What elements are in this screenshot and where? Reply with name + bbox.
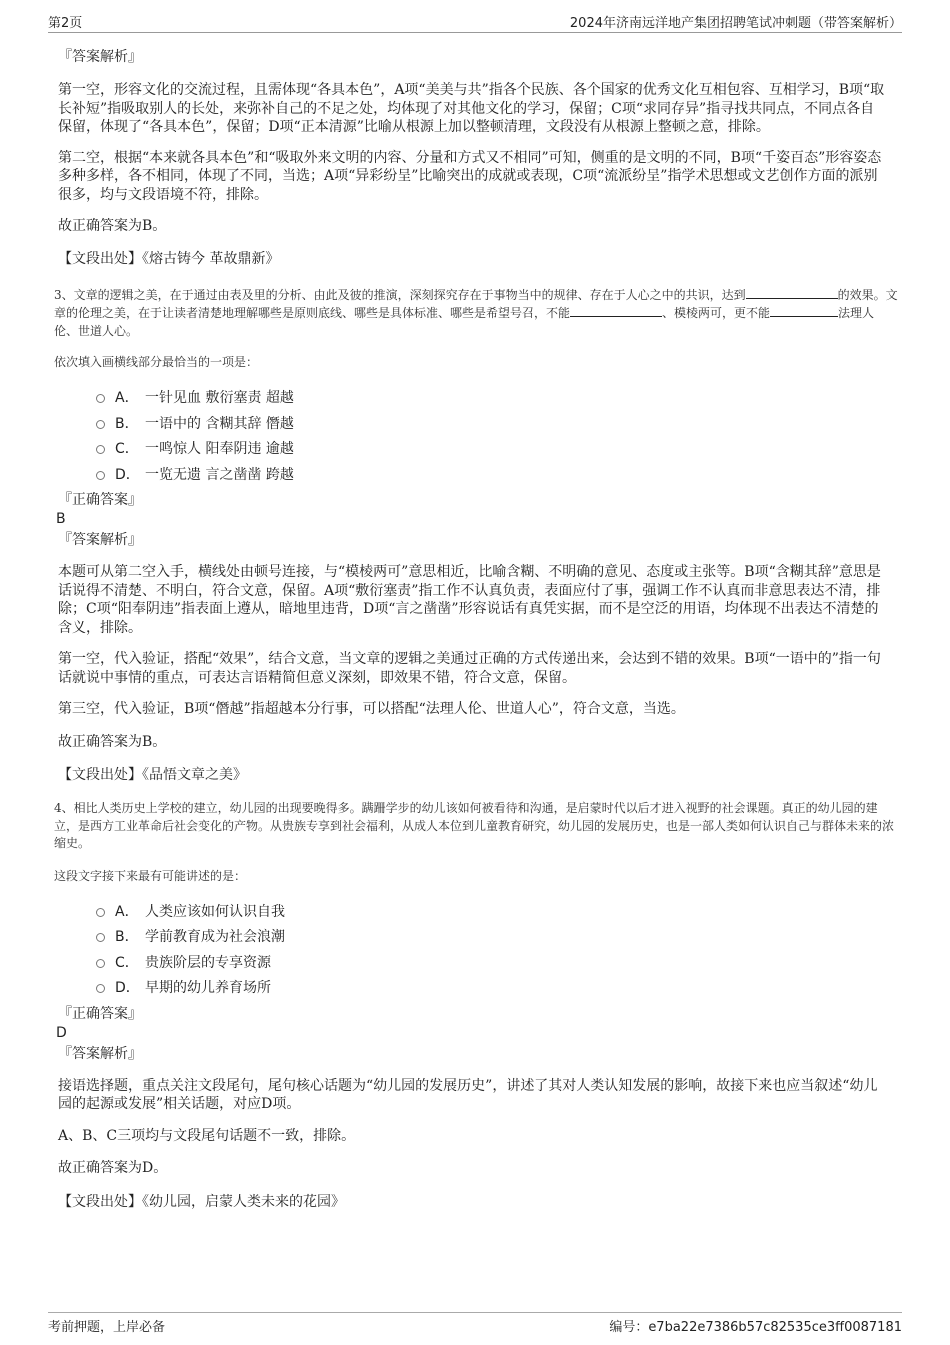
page-footer — [48, 1312, 902, 1337]
q2-analysis-p2: 第二空，根据“本来就各具本色”和“吸取外来文明的内容、分量和方式又不相同”可知，侧重的是文明的不同，B项“千姿百态”形容姿态多种多样，各不相同，体现了不同，当选；A项“异彩纷呈”比喻突出的成就或表现，C项“流派纷呈”指学术思想或文艺创作方面的派别很多，均与文段语境不符，排除。 — [58, 149, 882, 203]
q3-option-c[interactable]: C． 一鸣惊人 阳奉阴违 逾越 — [96, 437, 950, 463]
q4-stem: 4、相比人类历史上学校的建立，幼儿园的出现要晚得多。蹒跚学步的幼儿该如何被看待和沟通，是启蒙时代以后才进入视野的社会课题。真正的幼儿园的建立，是西方工业革命后社会变化的产物。从贵族专享到社会福利，从成人本位到儿童教育研究，幼儿园的发展历史，也是一部人类如何认识自己与群体未来的浓缩史。 — [54, 801, 895, 850]
q4-analysis-p2: A、B、C三项均与文段尾句话题不一致，排除。 — [58, 1127, 356, 1144]
q2-analysis-label: 『答案解析』 — [58, 49, 142, 65]
radio-icon[interactable] — [96, 959, 105, 968]
q4-option-c[interactable]: C． 贵族阶层的专享资源 — [96, 951, 950, 977]
q4-prompt: 这段文字接下来最有可能讲述的是： — [54, 868, 247, 883]
blank-1 — [746, 286, 838, 299]
q3-analysis-p2: 第一空，代入验证，搭配“效果”，结合文意，当文章的逻辑之美通过正确的方式传递出来，会达到不错的效果。B项“一语中的”指一句话就说中事情的重点，可表达言语精简但意义深刻，即效果不错，符合文意，保留。 — [58, 651, 881, 686]
page-number: 第2页 — [48, 16, 83, 31]
q2-analysis-p1: 第一空，形容文化的交流过程，且需体现“各具本色”，A项“美美与共”指各个民族、各个国家的优秀文化互相包容、互相学习，B项“取长补短”指吸取别人的长处，来弥补自己的不足之处，均体现了对其他文化的学习，保留；C项“求同存异”指寻找共同点，不同点各自保留，体现了“各具本色”，保留；D项“正本清源”比喻从根源上加以整顿清理，文段没有从根源上整顿之意，排除。 — [58, 82, 885, 135]
q4-option-d[interactable]: D． 早期的幼儿养育场所 — [96, 976, 950, 1002]
blank-2 — [570, 304, 662, 317]
q4-options — [96, 900, 950, 1002]
q2-conclusion: 故正确答案为B。 — [58, 218, 167, 234]
radio-icon[interactable] — [96, 394, 105, 403]
radio-icon[interactable] — [96, 908, 105, 917]
q3-prompt: 依次填入画横线部分最恰当的一项是： — [54, 355, 259, 369]
q4-conclusion: 故正确答案为D。 — [58, 1160, 168, 1176]
q3-correct-answer: B — [56, 511, 66, 527]
q3-option-b[interactable]: B． 一语中的 含糊其辞 僭越 — [96, 412, 950, 438]
footer-slogan: 考前押题，上岸必备 — [48, 1320, 166, 1335]
q4-analysis-label: 『答案解析』 — [58, 1045, 142, 1062]
radio-icon[interactable] — [96, 471, 105, 480]
q4-analysis-p1: 接语选择题，重点关注文段尾句，尾句核心话题为“幼儿园的发展历史”，讲述了其对人类认知发展的影响，故接下来也应当叙述“幼儿园的起源或发展”相关话题，对应D项。 — [58, 1077, 878, 1112]
q3-option-a[interactable]: A． 一针见血 敷衍塞责 超越 — [96, 386, 950, 412]
q2-source: 【文段出处】《熔古铸今 革故鼎新》 — [58, 250, 280, 267]
radio-icon[interactable] — [96, 445, 105, 454]
q4-option-b[interactable]: B． 学前教育成为社会浪潮 — [96, 925, 950, 951]
q3-conclusion: 故正确答案为B。 — [58, 733, 167, 750]
radio-icon[interactable] — [96, 420, 105, 429]
blank-3 — [770, 304, 838, 317]
document-id: 编号：e7ba22e7386b57c82535ce3ff0087181 — [609, 1320, 902, 1335]
q3-analysis-p1: 本题可从第二空入手，横线处由顿号连接，与“模棱两可”意思相近，比喻含糊、不明确的意见、态度或主张等。B项“含糊其辞”意思是话说得不清楚、不明白，符合文意，保留。A项“敷衍塞责”指工作不认真负责，表面应付了事，强调工作不认真而非意思表达不清，排除；C项“阳奉阴违”指表面上遵从，暗地里违背，D项“言之凿凿”形容说话有真凭实据，而不是空泛的用语，均体现不出表达不清楚的含义，排除。 — [58, 564, 881, 636]
radio-icon[interactable] — [96, 933, 105, 942]
q4-correct-label: 『正确答案』 — [58, 1005, 142, 1022]
q4-source: 【文段出处】《幼儿园，启蒙人类未来的花园》 — [58, 1193, 345, 1210]
q4-correct-answer: D — [56, 1024, 67, 1041]
q3-analysis-p3: 第三空，代入验证，B项“僭越”指超越本分行事，可以搭配“法理人伦、世道人心”，符合文意，当选。 — [58, 701, 685, 717]
radio-icon[interactable] — [96, 984, 105, 993]
document-title: 2024年济南远洋地产集团招聘笔试冲刺题（带答案解析） — [569, 16, 902, 31]
q3-option-d[interactable]: D． 一览无遗 言之凿凿 跨越 — [96, 463, 950, 489]
q3-options — [96, 386, 950, 488]
q3-source: 【文段出处】《品悟文章之美》 — [58, 767, 247, 783]
page-header — [48, 10, 902, 33]
q3-correct-label: 『正确答案』 — [58, 492, 142, 508]
page-content — [0, 44, 950, 1211]
q3-analysis-label: 『答案解析』 — [58, 532, 142, 548]
q3-stem: 3、文章的逻辑之美，在于通过由表及里的分析、由此及彼的推演，深刻探究存在于事物当中的规律、存在于人心之中的共识，达到 的效果。文章的伦理之美，在于让读者清楚地理解哪些是原则底线、哪些是具体标准、哪些是希望号召，不能 、模棱两可，更不能 法理人伦、世道人心。 — [54, 287, 898, 338]
q4-option-a[interactable]: A． 人类应该如何认识自我 — [96, 900, 950, 926]
